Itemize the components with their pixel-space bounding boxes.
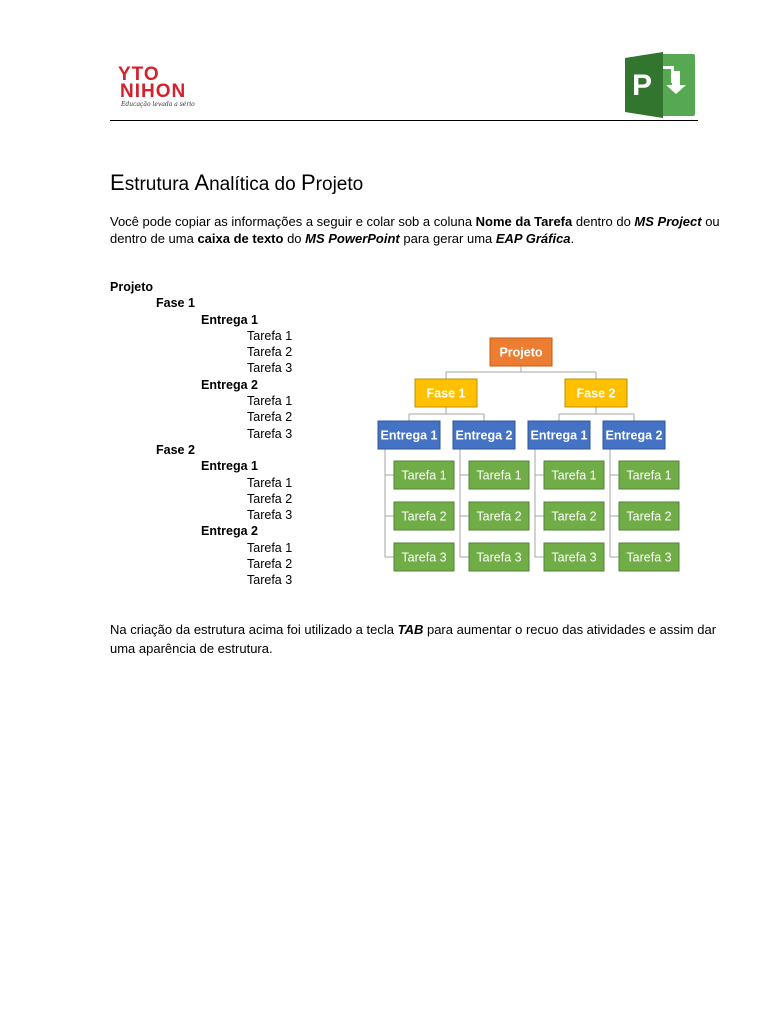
deliverable-label: Entrega 2 bbox=[455, 428, 513, 443]
task-label: Tarefa 3 bbox=[476, 550, 522, 565]
task-label: Tarefa 1 bbox=[401, 468, 447, 483]
wbs-diagram bbox=[370, 332, 690, 582]
project-item: Projeto bbox=[110, 280, 154, 294]
task-item: Tarefa 2 bbox=[247, 557, 293, 572]
task-item: Tarefa 2 bbox=[247, 410, 293, 425]
task-item: Tarefa 2 bbox=[247, 491, 293, 506]
logo-line-1: YTO bbox=[118, 64, 160, 85]
task-item: Tarefa 2 bbox=[247, 345, 293, 360]
task-label: Tarefa 1 bbox=[476, 468, 522, 483]
phase-label: Fase 1 bbox=[426, 386, 466, 401]
task-item: Tarefa 1 bbox=[247, 328, 293, 343]
closing-paragraph: Na criação da estrutura acima foi utilizado a tecla TAB para aumentar o recuo das atividades e assim dar uma aparência de estrutura. bbox=[110, 622, 717, 656]
deliverable-item: Entrega 1 bbox=[201, 459, 258, 474]
task-label: Tarefa 2 bbox=[551, 509, 597, 524]
logo-tagline: Educação levada a sério bbox=[121, 101, 195, 108]
phase-item: Fase 1 bbox=[156, 296, 195, 311]
task-label: Tarefa 2 bbox=[476, 509, 522, 524]
company-logo bbox=[118, 66, 198, 108]
task-item: Tarefa 3 bbox=[247, 426, 293, 441]
deliverable-item: Entrega 2 bbox=[201, 524, 258, 539]
page-title: Estrutura Analítica do Projeto bbox=[110, 170, 364, 195]
task-item: Tarefa 1 bbox=[247, 540, 293, 555]
header-divider bbox=[110, 120, 698, 121]
task-item: Tarefa 3 bbox=[247, 508, 293, 523]
indented-task-list bbox=[110, 279, 292, 589]
ms-project-icon bbox=[625, 52, 697, 118]
deliverable-label: Entrega 1 bbox=[380, 428, 438, 443]
task-label: Tarefa 2 bbox=[626, 509, 672, 524]
deliverable-item: Entrega 1 bbox=[201, 312, 258, 327]
task-item: Tarefa 3 bbox=[247, 573, 293, 588]
task-label: Tarefa 3 bbox=[551, 550, 597, 565]
task-label: Tarefa 1 bbox=[551, 468, 597, 483]
deliverable-label: Entrega 1 bbox=[530, 428, 588, 443]
deliverable-item: Entrega 2 bbox=[201, 377, 258, 392]
task-item: Tarefa 1 bbox=[247, 475, 293, 490]
task-item: Tarefa 3 bbox=[247, 361, 293, 376]
phase-item: Fase 2 bbox=[156, 442, 195, 457]
deliverable-label: Entrega 2 bbox=[605, 428, 663, 443]
phase-label: Fase 2 bbox=[576, 386, 616, 401]
ms-icon-letter: P bbox=[631, 69, 653, 102]
task-item: Tarefa 1 bbox=[247, 394, 293, 409]
intro-paragraph: Você pode copiar as informações a seguir e colar sob a coluna Nome da Tarefa dentro do MS Project ou dentro de uma caixa de texto do MS PowerPoint para gerar uma EAP Gráfica. bbox=[110, 214, 720, 246]
task-label: Tarefa 3 bbox=[401, 550, 447, 565]
root-label: Projeto bbox=[499, 345, 543, 360]
logo-line-2: NIHON bbox=[120, 81, 187, 102]
task-label: Tarefa 3 bbox=[626, 550, 672, 565]
task-label: Tarefa 1 bbox=[626, 468, 672, 483]
task-label: Tarefa 2 bbox=[401, 509, 447, 524]
